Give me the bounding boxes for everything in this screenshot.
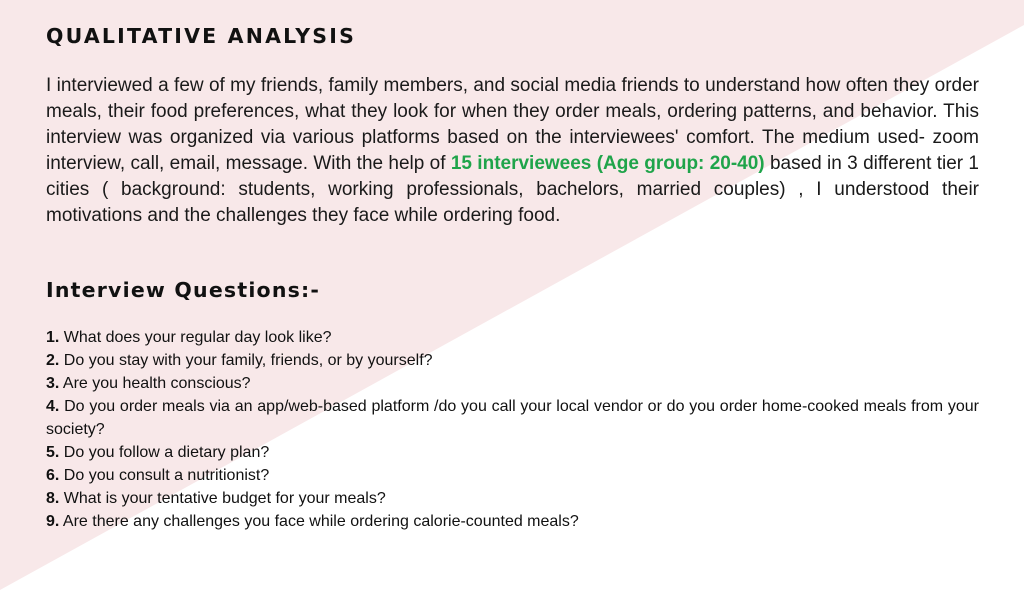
question-item: [46, 395, 979, 441]
question-item: [46, 349, 979, 372]
question-item: [46, 510, 979, 533]
question-number: 6.: [46, 467, 60, 484]
question-text: Do you follow a dietary plan?: [63, 444, 270, 461]
interviewees-highlight: 15 interviewees (Age group: 20-40): [450, 153, 765, 174]
question-number: 3.: [46, 375, 60, 392]
intro-text-part1: I interviewed a few of my friends, family members, and social media friends to understand how often they order meals, their food preferences, what they look for when they order meals, ordering patterns, and behavior. This interview was organized via various platforms based on the interviewees' comfort. The medium used- zoom interview, call, email, message. With the help of: [46, 75, 979, 174]
question-item: [46, 464, 979, 487]
question-text: Do you consult a nutritionist?: [63, 467, 270, 484]
question-item: [46, 372, 979, 395]
question-number: 2.: [46, 352, 60, 369]
question-text: What is your tentative budget for your meals?: [63, 490, 386, 507]
question-number: 4.: [46, 398, 60, 415]
question-number: 5.: [46, 444, 60, 461]
question-text: Are there any challenges you face while ordering calorie-counted meals?: [62, 513, 579, 530]
questions-list: [46, 326, 979, 533]
question-item: [46, 326, 979, 349]
page-title: QUALITATIVE ANALYSIS: [46, 24, 357, 48]
question-text: Are you health conscious?: [62, 375, 251, 392]
question-item: [46, 487, 979, 510]
question-number: 9.: [46, 513, 60, 530]
intro-paragraph: [46, 73, 979, 229]
question-text: Do you stay with your family, friends, or by yourself?: [63, 352, 433, 369]
intro-text-part2: based in 3 different tier 1 cities ( background: students, working professionals, bachelors, married couples) , I understood their motivations and the challenges they face while ordering food.: [46, 153, 979, 226]
question-text: Do you order meals via an app/web-based platform /do you call your local vendor or do you order home-cooked meals from your society?: [46, 398, 980, 438]
question-item: [46, 441, 979, 464]
question-number: 8.: [46, 490, 60, 507]
question-text: What does your regular day look like?: [63, 329, 332, 346]
question-number: 1.: [46, 329, 60, 346]
questions-heading: Interview Questions:-: [46, 278, 321, 302]
